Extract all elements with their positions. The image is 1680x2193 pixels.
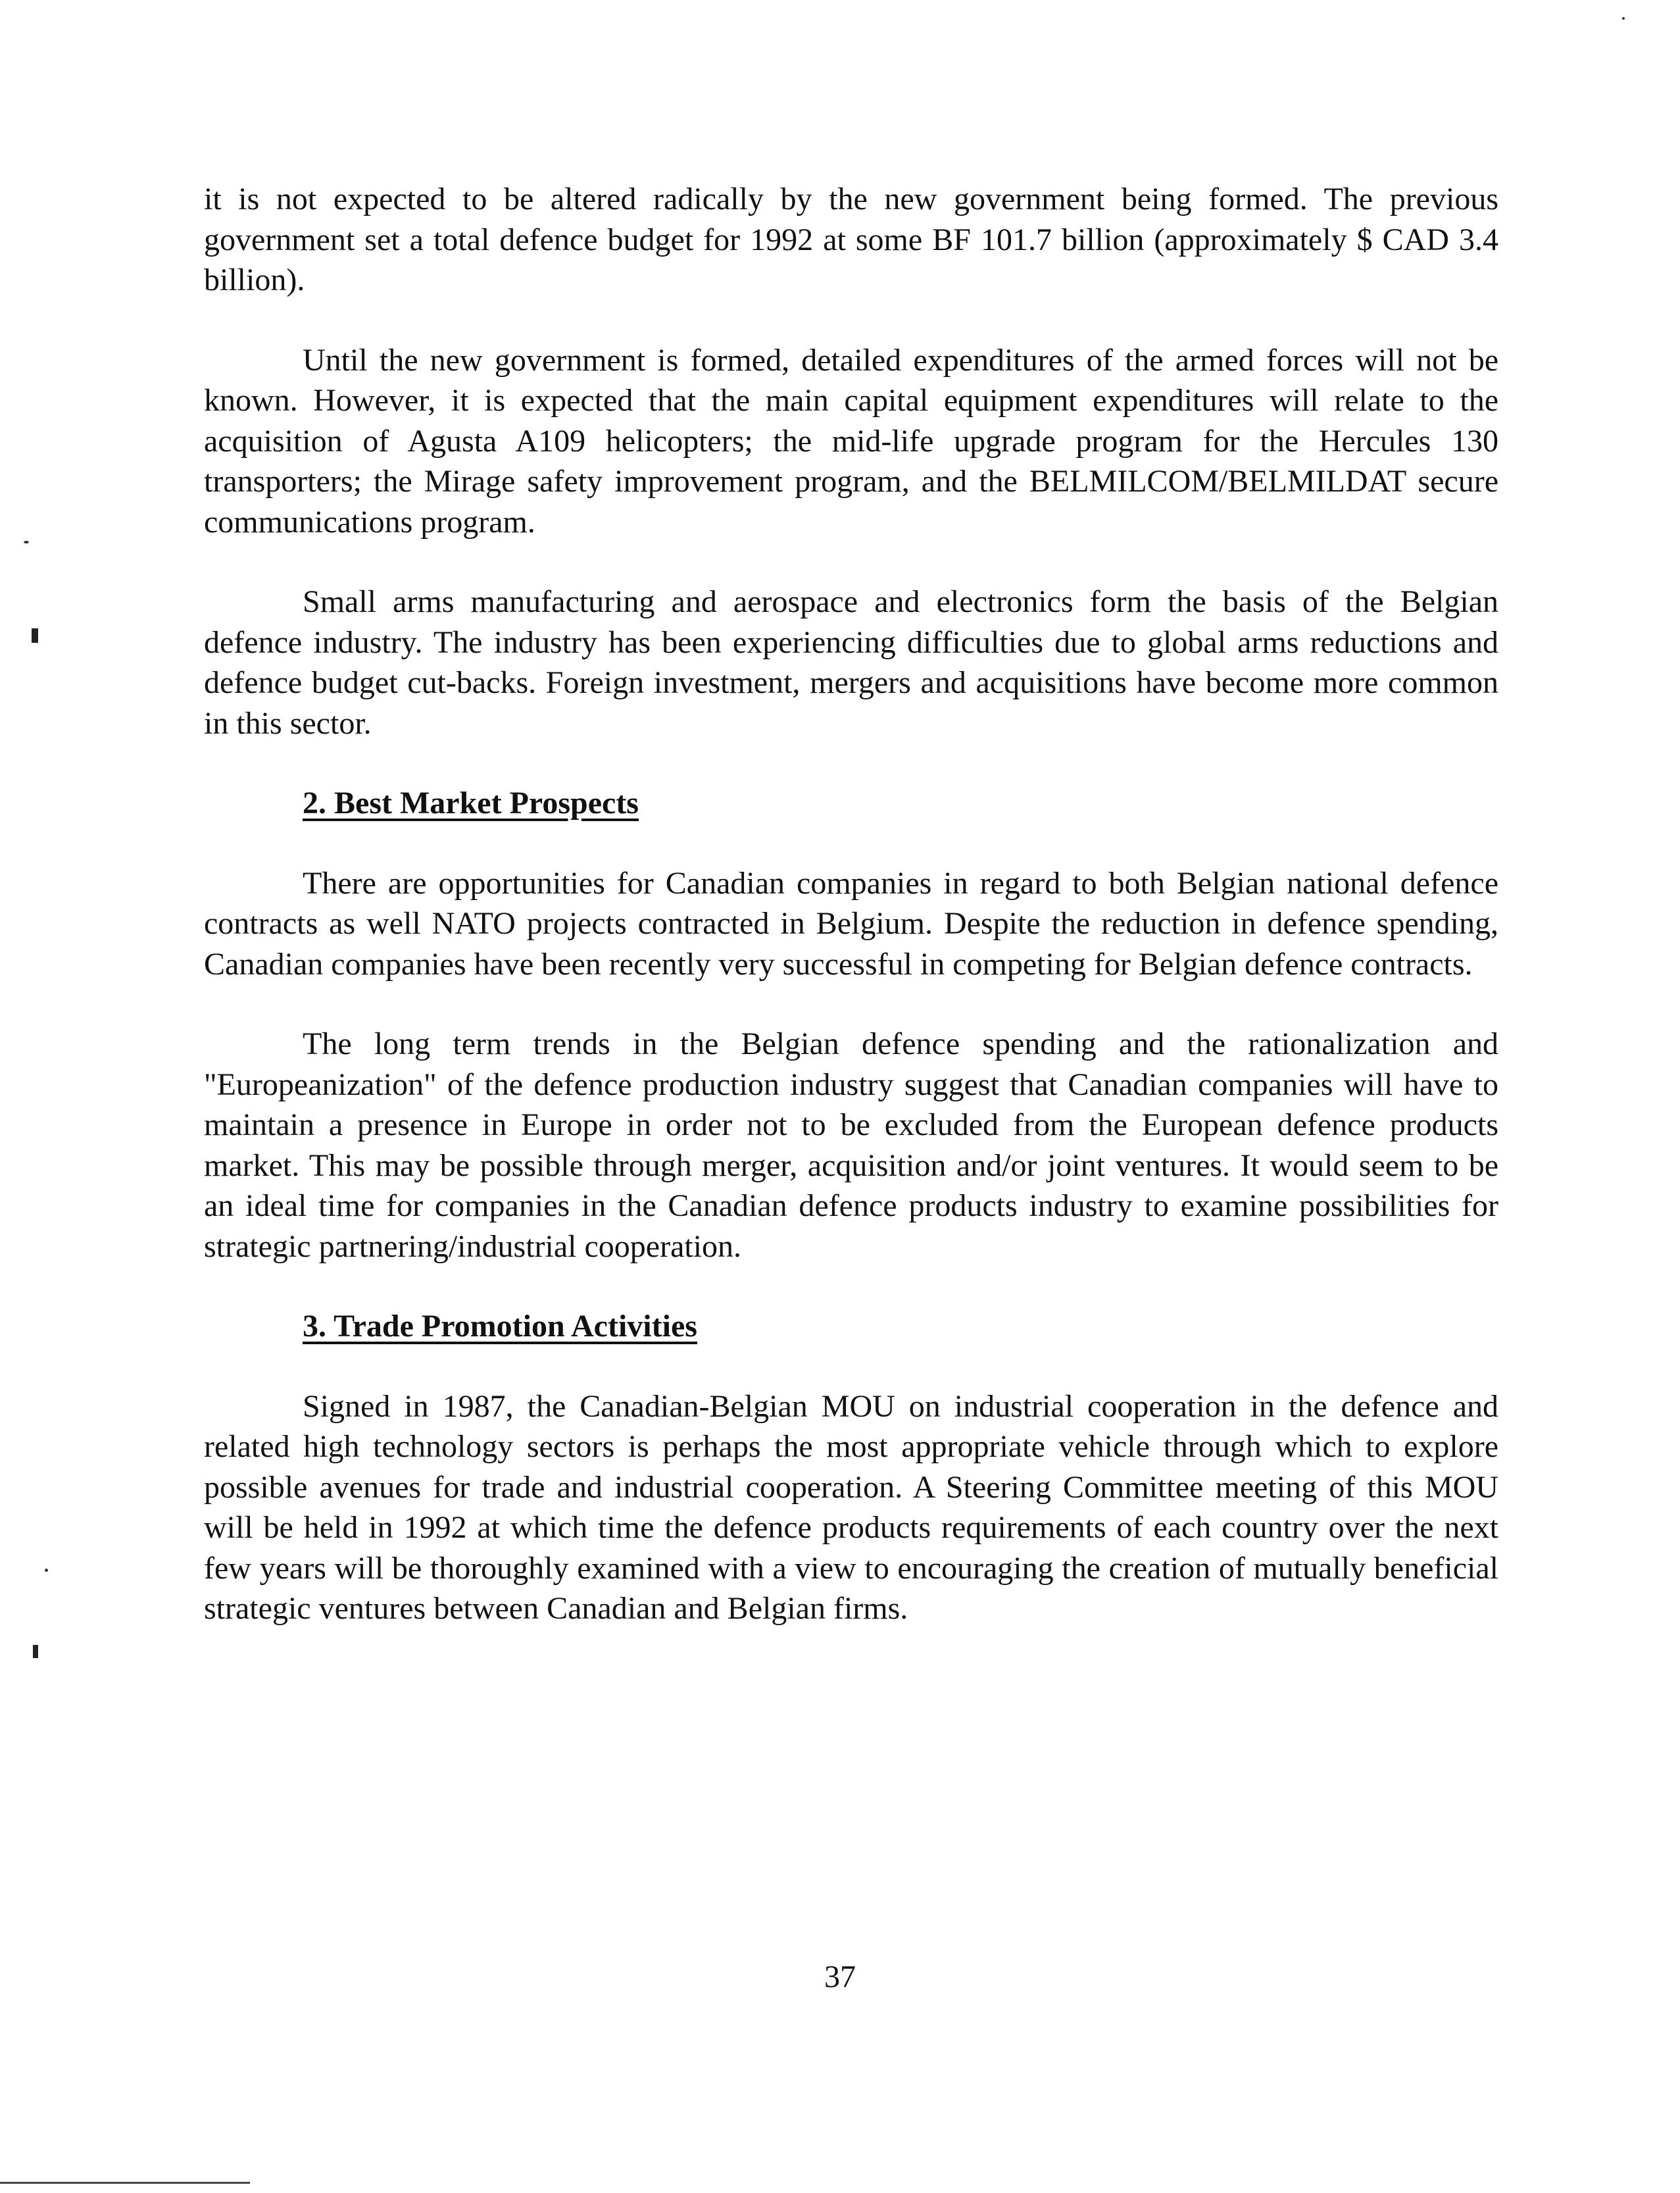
paragraph-long-term-trends: The long term trends in the Belgian defence spending and the rationalization and "Europeanization" of the defence production industry suggest that Canadian companies will have to maintain a presence in Europe in order not to be excluded from the European defence products market. This may be possible through merger, acquisition and/or joint ventures. It would seem to be an ideal time for companies in the Canadian defence products industry to examine possibilities for strategic partnering/industrial cooperation. bbox=[204, 1026, 1498, 1264]
paragraph-expenditures: Until the new government is formed, detailed expenditures of the armed forces will not be known. However, it is expected that the main capital equipment expenditures will relate to the acquisition of Agusta A109 helicopters; the mid-life upgrade program for the Hercules 130 transporters; the Mirage safety improvement program, and the BELMILCOM/BELMILDAT secure communications program. bbox=[204, 342, 1498, 540]
page-number: 37 bbox=[824, 1959, 856, 1994]
paragraph-mou: Signed in 1987, the Canadian-Belgian MOU on industrial cooperation in the defence and related high technology sectors is perhaps the most appropriate vehicle through which to explore possible avenues for trade and industrial cooperation. A Steering Committee meeting of this MOU will be held in 1992 at which time the defence products requirements of each country over the next few years will be thoroughly examined with a view to encouraging the creation of mutually beneficial strategic ventures between Canadian and Belgian firms. bbox=[204, 1388, 1498, 1626]
scan-mark bbox=[33, 1645, 38, 1658]
paragraph-opportunities: There are opportunities for Canadian companies in regard to both Belgian national defence contracts as well NATO projects contracted in Belgium. Despite the reduction in defence spending, Canadian companies have been recently very successful in competing for Belgian defence contracts. bbox=[204, 865, 1498, 982]
scan-speck bbox=[1622, 17, 1625, 20]
scan-mark bbox=[32, 628, 38, 643]
paragraph-industry: Small arms manufacturing and aerospace and electronics form the basis of the Belgian defence industry. The industry has been experiencing difficulties due to global arms reductions and defence budget cut-backs. Foreign investment, mergers and acquisitions have become more common in this sector. bbox=[204, 584, 1498, 741]
scan-speck bbox=[45, 1569, 48, 1572]
body-text bbox=[204, 179, 1498, 1629]
scan-speck bbox=[24, 541, 29, 543]
scan-edge-line bbox=[0, 2182, 250, 2184]
section-heading-trade-promotion: 3. Trade Promotion Activities bbox=[303, 1309, 697, 1344]
paragraph-continued: it is not expected to be altered radically by the new government being formed. The previous government set a total defence budget for 1992 at some BF 101.7 billion (approximately $ CAD 3.4 billion). bbox=[204, 182, 1498, 297]
section-heading-best-market-prospects: 2. Best Market Prospects bbox=[303, 786, 639, 820]
